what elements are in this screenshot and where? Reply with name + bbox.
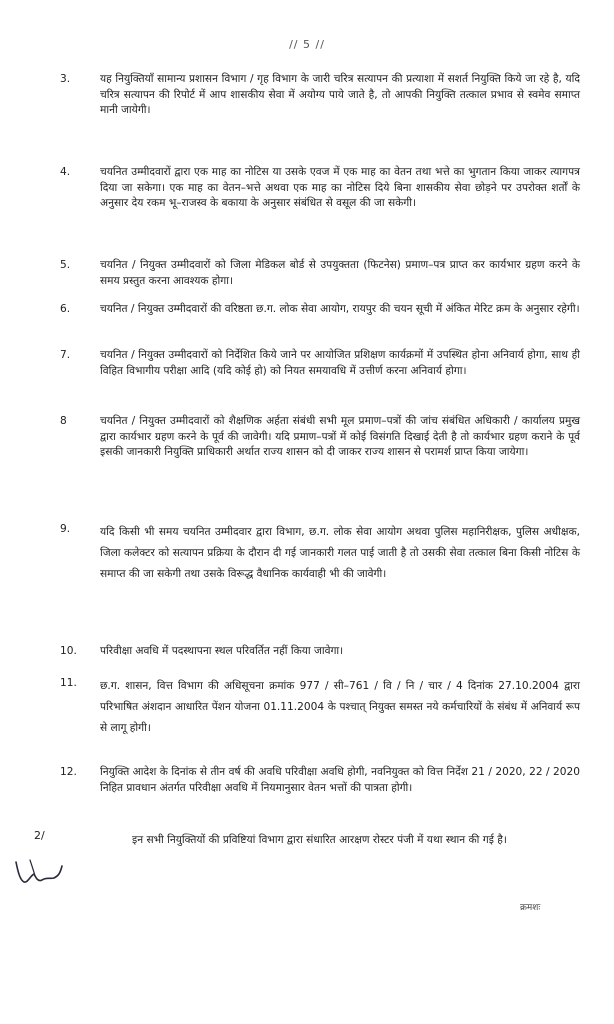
clause-text: चयनित / नियुक्त उम्मीदवारों को जिला मेडिकल बोर्ड से उपयुक्तता (फिटनेस) प्रमाण–पत्र प्राप्त कर कार्यभार ग्रहण करने के समय प्रस्तुत करना आवश्यक होगा। [100, 259, 580, 287]
page-continuation-mark: 2/ [34, 829, 45, 842]
clause-7 [60, 348, 580, 379]
clause-text: यदि किसी भी समय चयनित उम्मीदवार द्वारा विभाग, छ.ग. लोक सेवा आयोग अथवा पुलिस महानिरीक्षक, पुलिस अधीक्षक, जिला कलेक्टर को सत्यापन प्रक्रिया के दौरान दी गई जानकारी गलत पाई जाती है तो उसकी सेवा तत्काल बिना किसी नोटिस के समाप्त की जा सकेगी तथा उसके विरूद्ध वैधानिक कार्यवाही भी की जावेगी। [100, 526, 580, 580]
clause-number: 7. [60, 349, 71, 361]
clause-text: छ.ग. शासन, वित्त विभाग की अधिसूचना क्रमांक 977 / सी–761 / वि / नि / चार / 4 दिनांक 27.10.2004 द्वारा परिभाषित अंशदान आधारित पेंशन योजना 01.11.2004 के पश्चात् नियुक्त समस्त नये कर्मचारियों के संबंध में अनिवार्य रूप से लागू होगी। [100, 680, 580, 734]
clause-text: चयनित / नियुक्त उम्मीदवारों को निर्देशित किये जाने पर आयोजित प्रशिक्षण कार्यक्रमों में उपस्थित होना अनिवार्य होगा, साथ ही विहित विभागीय परीक्षा आदि (यदि कोई हो) को नियत समयावधि में उत्तीर्ण करना अनिवार्य होगा। [100, 349, 580, 377]
roster-entry-note [60, 832, 580, 848]
clause-9 [60, 522, 580, 585]
clause-number: 3. [60, 73, 71, 85]
clause-number: 5. [60, 259, 71, 271]
clause-number: 8 [60, 415, 67, 427]
clause-text: नियुक्ति आदेश के दिनांक से तीन वर्ष की अवधि परिवीक्षा अवधि होगी, नवनियुक्त को वित्त निर्देश 21 / 2020, 22 / 2020 निहित प्रावधान अंतर्गत परिवीक्षा अवधि में नियमानुसार वेतन भत्तों की पात्रता होगी। [100, 766, 580, 794]
clause-10 [60, 644, 580, 660]
clause-6 [60, 302, 580, 318]
handwritten-signature [10, 852, 70, 888]
clause-5 [60, 258, 580, 289]
clause-8 [60, 414, 580, 461]
clause-number: 6. [60, 303, 71, 315]
clause-4 [60, 165, 580, 212]
clause-number: 9. [60, 523, 71, 535]
clause-text: परिवीक्षा अवधि में पदस्थापना स्थल परिवर्तित नहीं किया जावेगा। [100, 645, 344, 657]
clause-number: 12. [60, 766, 77, 778]
clause-text: चयनित / नियुक्त उम्मीदवारों को शैक्षणिक अर्हता संबंधी सभी मूल प्रमाण–पत्रों की जांच संबंधित अधिकारी / कार्यालय प्रमुख द्वारा कार्यभार ग्रहण करने के पूर्व की जावेगी। यदि प्रमाण–पत्रों में कोई विसंगति दिखाई देती है तो कार्यभार ग्रहण कराने के पूर्व इसकी जानकारी नियुक्ति प्राधिकारी अर्थात राज्य शासन को दी जाकर राज्य शासन से परामर्श प्राप्त किया जायेगा। [100, 415, 580, 458]
clause-text: यह नियुक्तियॉं सामान्य प्रशासन विभाग / गृह विभाग के जारी चरित्र सत्यापन की प्रत्याशा में सशर्त नियुक्ति किये जा रहे है, यदि चरित्र सत्यापन की रिपोर्ट में आप शासकीय सेवा में अयोग्य पाये जाते है, तो आपकी नियुक्ति तत्काल प्रभाव से स्वमेव समाप्त मानी जायेगी। [100, 73, 580, 116]
clause-12 [60, 765, 580, 796]
clause-11 [60, 676, 580, 739]
page-number-header: // 5 // [289, 38, 325, 51]
clause-number: 10. [60, 645, 77, 657]
clause-number: 4. [60, 166, 71, 178]
clause-number: 11. [60, 677, 77, 689]
clause-text: चयनित उम्मीदवारों द्वारा एक माह का नोटिस या उसके एवज में एक माह का वेतन तथा भत्ते का भुगतान किया जाकर त्यागपत्र दिया जा सकेगा। एक माह का वेतन–भत्ते अथवा एक माह का नोटिस दिये बिना शासकीय सेवा छोड़ने पर उपरोक्त शर्तों के अनुसार देय रकम भू–राजस्व के बकाया के अनुसार संबंधित से वसूल की जा सकेगी। [100, 166, 580, 209]
continued-label: क्रमशः [520, 903, 541, 913]
clause-3 [60, 72, 580, 119]
roster-entry-text: इन सभी नियुक्तियों की प्रविष्टियां विभाग द्वारा संधारित आरक्षण रोस्टर पंजी में यथा स्थान की गई है। [132, 834, 507, 846]
clause-text: चयनित / नियुक्त उम्मीदवारों की वरिष्ठता छ.ग. लोक सेवा आयोग, रायपुर की चयन सूची में अंकित मेरिट क्रम के अनुसार रहेगी। [100, 303, 580, 315]
